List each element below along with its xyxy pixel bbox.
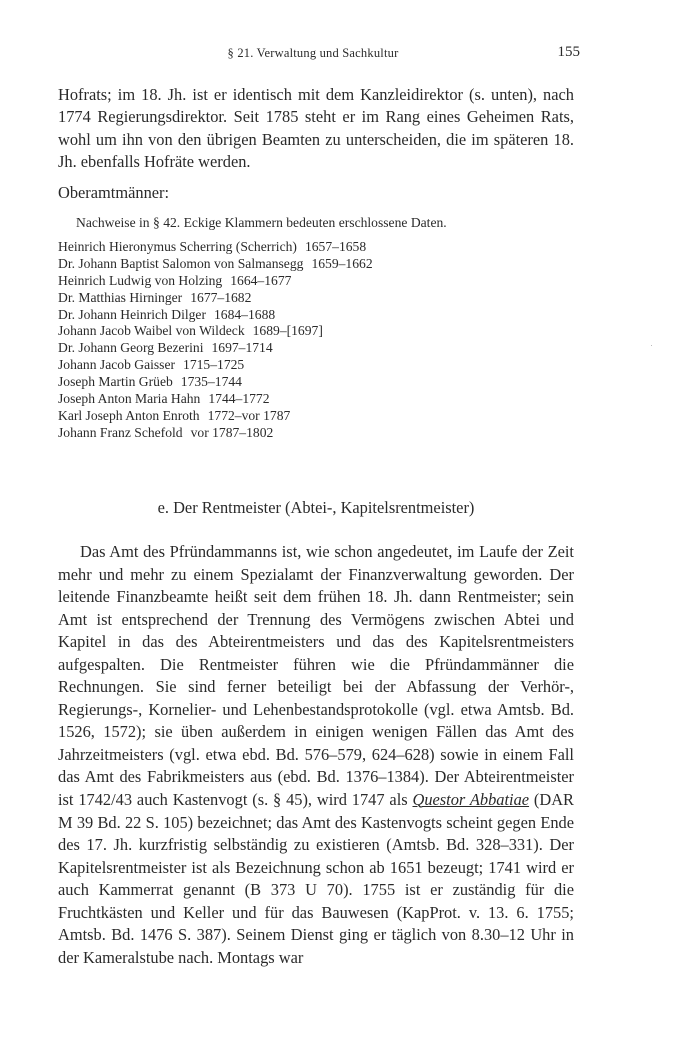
page-number: 155 xyxy=(557,44,580,60)
official-entry xyxy=(58,323,578,340)
official-dates: 1715–1725 xyxy=(183,357,245,373)
official-entry xyxy=(58,357,578,374)
official-entry xyxy=(58,374,578,391)
official-name: Johann Franz Schefold xyxy=(58,424,183,440)
official-name: Karl Joseph Anton Enroth xyxy=(58,407,200,423)
official-name: Joseph Martin Grüeb xyxy=(58,374,173,390)
official-name: Heinrich Hieronymus Scherring (Scherrich) xyxy=(58,239,297,254)
official-name: Dr. Matthias Hirninger xyxy=(58,289,183,305)
official-entry xyxy=(58,391,578,408)
running-head xyxy=(0,44,700,64)
official-entry xyxy=(58,256,578,273)
official-name: Johann Jacob Waibel von Wildeck xyxy=(58,323,245,339)
list-note: Nachweise in § 42. Eckige Klammern bedeuten erschlossene Daten. xyxy=(76,215,447,230)
official-entry xyxy=(58,425,578,442)
official-dates: 1657–1658 xyxy=(304,239,367,254)
official-dates: 1772–vor 1787 xyxy=(207,407,291,423)
official-name: Heinrich Ludwig von Holzing xyxy=(58,272,223,288)
official-dates: 1684–1688 xyxy=(213,306,276,322)
paragraph-main-text-a: Das Amt des Pfründammanns ist, wie schon angedeutet, im Laufe der Zeit mehr und mehr zu einem Spezialamt der Finanzverwaltung geworden. Der leitende Finanzbeamte heißt seit dem frühen 18. Jh. dann Rentmeister; sein Amt ist entsprechend der Trennung des Vermögens zwischen Abtei und Kapitel in das des Abteirentmeisters und das des Kapitelsrentmeisters aufgespalten. Die Rentmeister führen wie die Pfründammänner die Rechnungen. Sie sind ferner beteiligt bei der Abfassung der Verhör-, Regierungs-, Kornelier- und Lehenbestandsprotokolle (vgl. etwa Amtsb. Bd. 1526, 1572); sie üben außerdem in einigen wenigen Fällen das Amt des Jahrzeitmeisters (vgl. etwa ebd. Bd. 576–579, 624–628) sowie in einem Fall das Amt des Fabrikmeisters aus (ebd. Bd. 1376–1384). Der Abteirentmeister ist 1742/43 auch Kastenvogt (s. § 45), wird 1747 als xyxy=(58,542,574,810)
official-dates: 1664–1677 xyxy=(230,272,292,288)
official-name: Joseph Anton Maria Hahn xyxy=(58,391,201,407)
scan-speck xyxy=(651,345,652,346)
officials-list xyxy=(58,239,578,442)
official-dates: 1697–1714 xyxy=(211,340,273,356)
official-dates: 1689–[1697] xyxy=(252,323,323,339)
paragraph-main xyxy=(58,541,574,969)
official-dates: 1659–1662 xyxy=(311,255,373,271)
paragraph-main-italic: Questor Abbatiae xyxy=(412,790,530,810)
official-dates: 1744–1772 xyxy=(208,391,270,407)
official-dates: vor 1787–1802 xyxy=(190,424,274,440)
official-entry xyxy=(58,273,578,290)
official-name: Dr. Johann Georg Bezerini xyxy=(58,340,204,356)
official-entry xyxy=(58,239,578,256)
paragraph-main-text-b: (DAR M 39 Bd. 22 S. 105) bezeichnet; das Amt des Kastenvogts scheint gegen Ende des 17. Jh. kurzfristig selbständig zu existieren (Amtsb. Bd. 328–331). Der Kapitelsrentmeister ist als Bezeichnung schon ab 1651 bezeugt; 1741 wird er auch Kammerrat genannt (B 373 U 70). 1755 ist er zuständig für die Fruchtkästen und Keller und für das Bauwesen (KapProt. v. 13. 6. 1755; Amtsb. Bd. 1476 S. 387). Seinem Dienst ging er täglich von 8.30–12 Uhr in der Kameralstube nach. Montags war xyxy=(58,790,574,967)
official-name: Dr. Johann Heinrich Dilger xyxy=(58,306,206,322)
list-heading: Oberamtmänner: xyxy=(58,183,170,202)
section-heading: e. Der Rentmeister (Abtei-, Kapitelsrentmeister) xyxy=(157,498,475,517)
official-entry xyxy=(58,408,578,425)
official-entry xyxy=(58,290,578,307)
official-entry xyxy=(58,307,578,324)
running-title: § 21. Verwaltung und Sachkultur xyxy=(227,46,399,60)
paragraph-top: Hofrats; im 18. Jh. ist er identisch mit dem Kanzleidirektor (s. unten), nach 1774 Regierungsdirektor. Seit 1785 steht er im Rang eines Geheimen Rats, wohl um ihn von den übrigen Beamten zu unterscheiden, die im späteren 18. Jh. ebenfalls Hofräte werden. xyxy=(58,85,574,171)
official-name: Dr. Johann Baptist Salomon von Salmansegg xyxy=(58,255,304,271)
official-entry xyxy=(58,340,578,357)
official-name: Johann Jacob Gaisser xyxy=(58,357,176,373)
official-dates: 1735–1744 xyxy=(180,374,242,390)
official-dates: 1677–1682 xyxy=(190,289,252,305)
